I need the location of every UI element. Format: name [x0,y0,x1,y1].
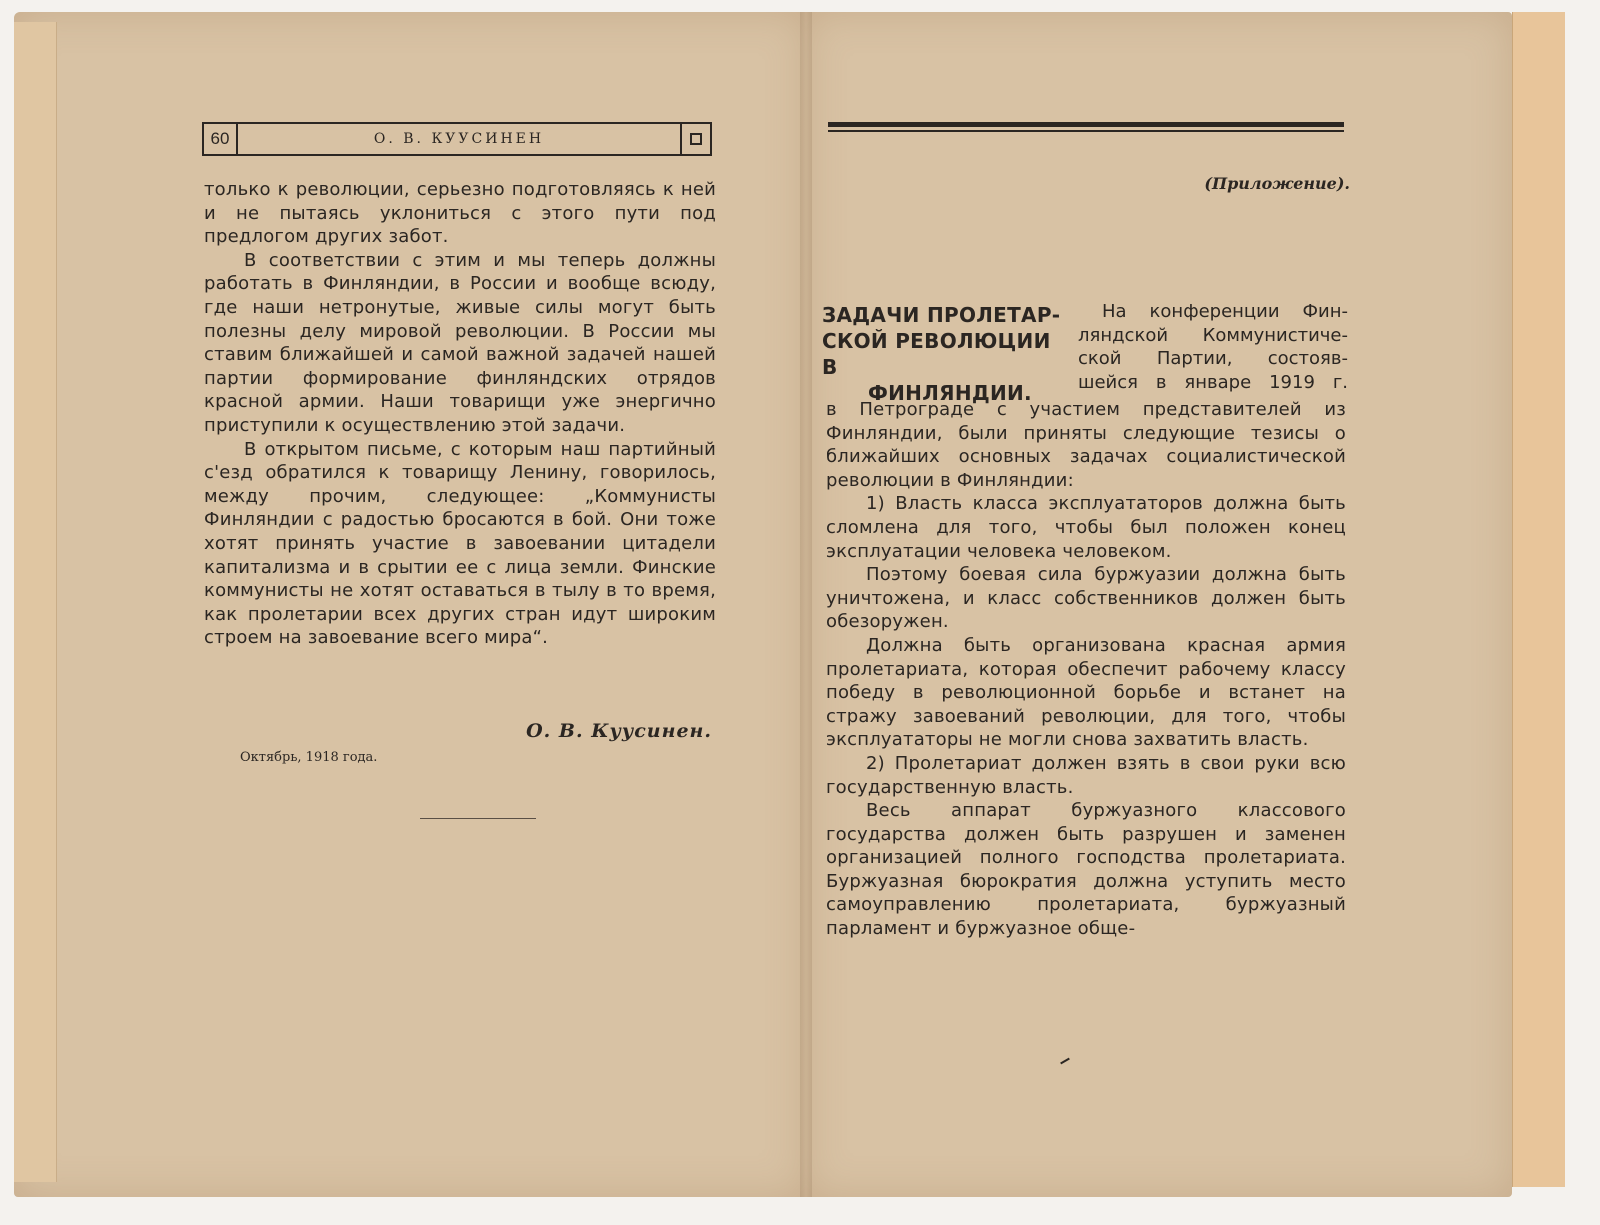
end-divider [420,818,536,819]
paragraph: Весь аппарат буржуазного классового государства должен быть разрушен и заменен организацией полного господства пролетариата. Буржуазная бюрократия должна уступить место самоуправлению пролетариата, буржуазный парламент и буржуазное обще- [826,800,1346,940]
ornament-icon [680,124,710,154]
author-signature: О. В. Куусинен. [526,720,712,742]
binding-gutter [800,12,812,1197]
paragraph: 2) Пролетариат должен взять в свои руки всю государственную власть. [826,752,1346,798]
paragraph: только к революции, серьезно подготовляясь к ней и не пытаясь уклониться с этого пути под предлогом других забот. [204,179,716,248]
page-number: 60 [204,124,238,154]
paragraph: В соответствии с этим и мы теперь должны работать в Финляндии, в России и вообще всюду, где наши нетронутые, живые силы могут быть полезны делу мировой революции. В России мы ставим ближайшей и самой важной задачей нашей партии формирование финляндских отрядов красной армии. Наши товарищи уже энергично приступили к осуществлению этой задачи. [204,249,716,436]
paragraph: Должна быть организована красная армия пролетариата, которая обеспечит рабочему классу победу в революционной борьбе и встанет на стражу завоеваний революции, для того, чтобы эксплуататоры не могли снова захватить власть. [826,634,1346,751]
paragraph: в Петрограде с участием представителей из Финляндии, были приняты следующие тезисы о ближайших основных задачах социалистической революции в Финляндии: [826,399,1346,491]
intro-line: шейся в январе 1919 г. [1078,371,1348,393]
intro-text [1078,300,1348,394]
running-head [202,122,712,156]
paragraph: В открытом письме, с которым наш партийный с'езд обратился к товарищу Ленину, говорилось, между прочим, следующее: „Коммунисты Финляндии с радостью бросаются в бой. Они тоже хотят принять участие в завоевании цитадели капитализма и в срытии ее с лица земли. Финские коммунисты не хотят оставаться в тылу в то время, как пролетарии всех других стран идут широким строем на завоевание всего мира“. [204,438,716,649]
intro-line: ляндской Коммунистиче- [1078,324,1348,346]
page-edge [1512,12,1565,1187]
left-body-text [204,178,716,650]
running-head-title: О. В. КУУСИНЕН [373,131,545,147]
heading-line: ФИНЛЯНДИИ. [868,381,1032,405]
paragraph: 1) Власть класса эксплуататоров должна быть сломлена для того, чтобы был положен конец эксплуатации человека человеком. [826,493,1346,562]
header-rule [828,122,1344,132]
appendix-label: (Приложение). [1204,174,1350,193]
intro-line: На конференции Фин- [1102,301,1348,322]
paragraph: Поэтому боевая сила буржуазии должна быть уничтожена, и класс собственников должен быть обезоружен. [826,564,1346,633]
right-body-text [826,398,1346,941]
intro-line: ской Партии, состояв- [1078,348,1348,370]
side-heading [822,302,1062,406]
date-line: Октябрь, 1918 года. [240,750,378,765]
heading-line: ЗАДАЧИ ПРОЛЕТАР- [822,303,1061,327]
heading-line: СКОЙ РЕВОЛЮЦИИ В [822,329,1051,379]
